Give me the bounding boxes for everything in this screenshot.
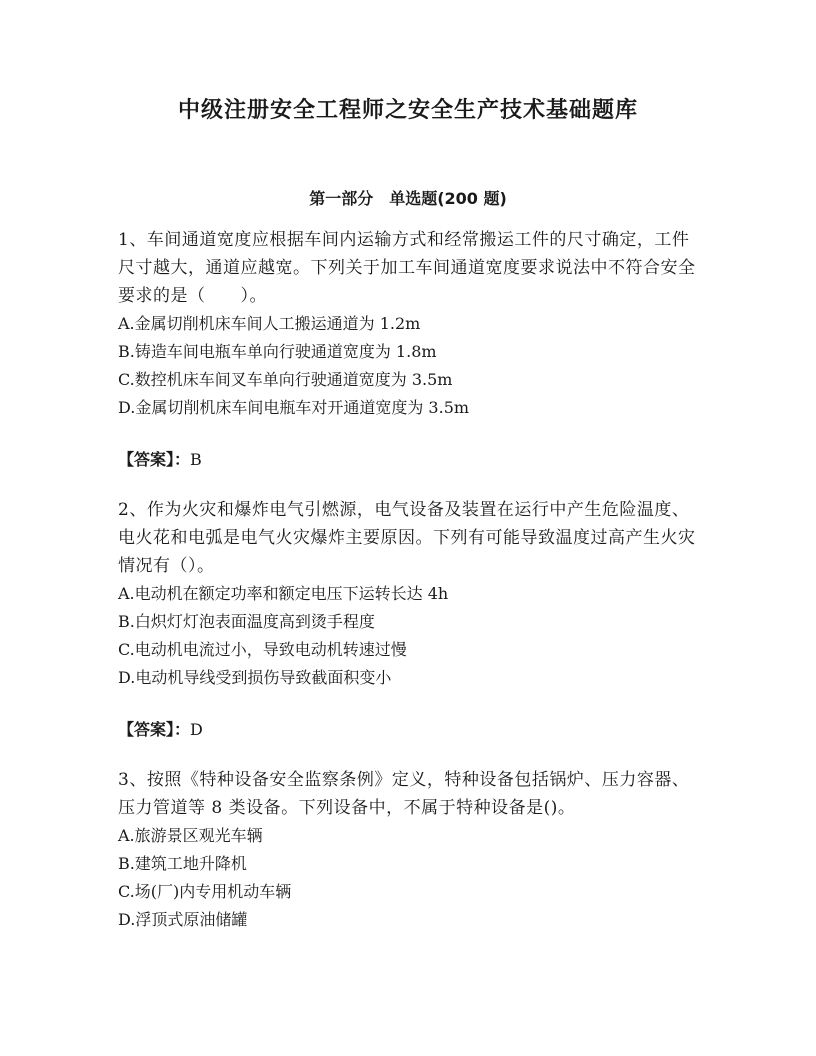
option-d: D.金属切削机床车间电瓶车对开通道宽度为 3.5m xyxy=(118,398,470,417)
question-stem: 3、按照《特种设备安全监察条例》定义，特种设备包括锅炉、压力容器、压力管道等 8 类设备。下列设备中，不属于特种设备是()。 xyxy=(118,770,690,818)
option-c: C.场(厂)内专用机动车辆 xyxy=(118,882,292,901)
option-d: D.浮顶式原油储罐 xyxy=(118,910,248,929)
answer-tag: 【答案】： xyxy=(118,720,191,739)
section-heading: 第一部分 单选题(200 题) xyxy=(309,189,507,208)
question-1 xyxy=(118,226,698,474)
option-a: A.金属切削机床车间人工搬运通道为 1.2m xyxy=(118,314,421,333)
option-d: D.电动机导线受到损伤导致截面积变小 xyxy=(118,668,392,687)
option-a: A.旅游景区观光车辆 xyxy=(118,826,263,845)
answer-line xyxy=(118,716,698,744)
question-stem: 1、车间通道宽度应根据车间内运输方式和经常搬运工件的尺寸确定，工件尺寸越大，通道应越宽。下列关于加工车间通道宽度要求说法中不符合安全要求的是（ ）。 xyxy=(118,230,696,306)
option-b: B.建筑工地升降机 xyxy=(118,854,247,873)
option-b: B.白炽灯灯泡表面温度高到烫手程度 xyxy=(118,612,375,631)
question-list xyxy=(118,226,698,934)
option-c: C.数控机床车间叉车单向行驶通道宽度为 3.5m xyxy=(118,370,453,389)
answer-value: B xyxy=(190,450,202,469)
option-c: C.电动机电流过小，导致电动机转速过慢 xyxy=(118,640,407,659)
option-b: B.铸造车间电瓶车单向行驶通道宽度为 1.8m xyxy=(118,342,437,361)
answer-tag: 【答案】： xyxy=(118,450,191,469)
document-title: 中级注册安全工程师之安全生产技术基础题库 xyxy=(177,98,638,123)
question-stem: 2、作为火灾和爆炸电气引燃源，电气设备及装置在运行中产生危险温度、电火花和电弧是电气火灾爆炸主要原因。下列有可能导致温度过高产生火灾情况有（）。 xyxy=(118,500,696,576)
answer-line xyxy=(118,446,698,474)
option-a: A.电动机在额定功率和额定电压下运转长达 4h xyxy=(118,584,449,603)
question-2 xyxy=(118,496,698,744)
answer-value: D xyxy=(190,720,203,739)
question-3 xyxy=(118,766,698,934)
